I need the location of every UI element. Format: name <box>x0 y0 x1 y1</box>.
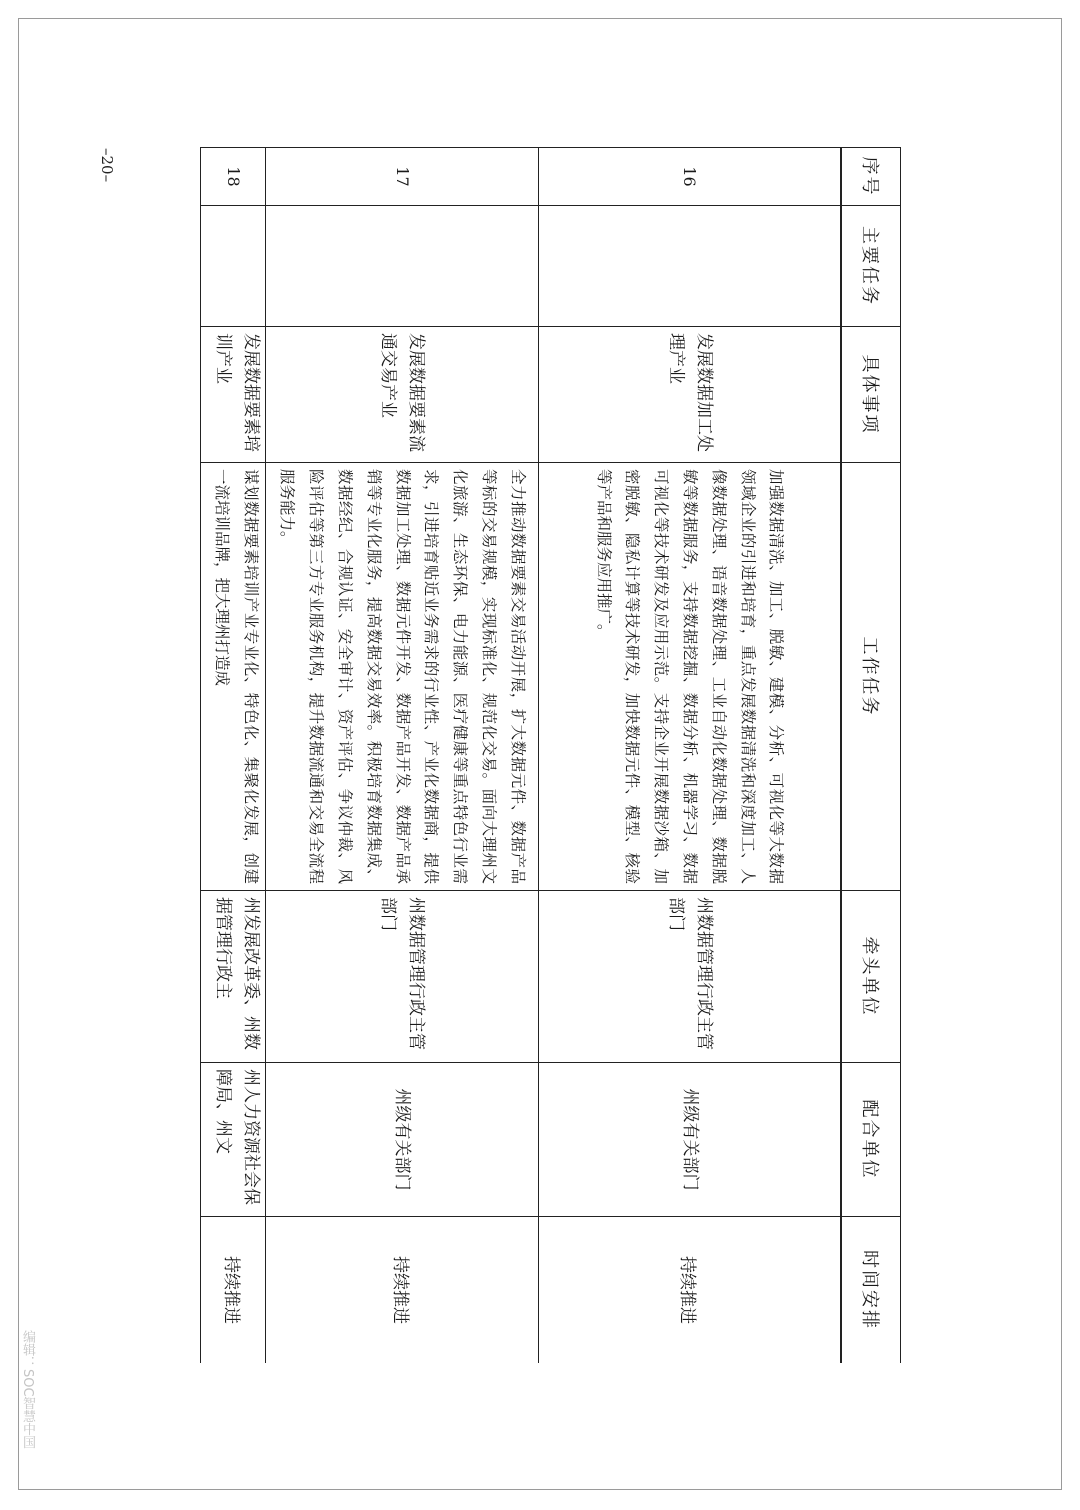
table-row <box>266 148 539 1364</box>
table-header-row <box>841 148 901 1364</box>
cell-seq: 17 <box>266 148 539 206</box>
cell-lead: 州发展改革委、州数据管理行政主 <box>201 891 266 1063</box>
cell-main-task <box>266 206 539 327</box>
cell-cooperate: 州级有关部门 <box>539 1063 841 1217</box>
cell-lead: 州数据管理行政主管部门 <box>266 891 539 1063</box>
table-row <box>539 148 841 1364</box>
header-main-task: 主要任务 <box>841 206 901 327</box>
cell-schedule: 持续推进 <box>266 1217 539 1364</box>
rotated-sheet <box>200 147 901 1363</box>
cell-item: 发展数据要素培训产业 <box>201 327 266 463</box>
cell-item: 发展数据加工处理产业 <box>539 327 841 463</box>
cell-seq: 16 <box>539 148 841 206</box>
cell-cooperate: 州级有关部门 <box>266 1063 539 1217</box>
task-table <box>200 147 901 1363</box>
cell-seq: 18 <box>201 148 266 206</box>
header-cooperate: 配合单位 <box>841 1063 901 1217</box>
cell-main-task <box>539 206 841 327</box>
cell-lead: 州数据管理行政主管部门 <box>539 891 841 1063</box>
cell-item: 发展数据要素流通交易产业 <box>266 327 539 463</box>
cell-work: 全力推动数据要素交易活动开展，扩大数据元件、数据产品等标的交易规模，实现标准化、规范化交易。面向大理州文化旅游、生态环保、电力能源、医疗健康等重点特色行业需求，引进培育贴近业务需求的行业性、产业化数据商，提供数据加工处理、数据元件开发、数据产品开发、数据产品承销等专业化服务，提高数据交易效率。积极培育数据集成、数据经纪、合规认证、安全审计、资产评估、争议仲裁、风险评估等第三方专业服务机构，提升数据流通和交易全流程服务能力。 <box>266 463 539 891</box>
header-schedule: 时间安排 <box>841 1217 901 1364</box>
cell-work: 谋划数据要素培训产业专业化、特色化、集聚化发展，创建一流培训品牌，把大理州打造成 <box>201 463 266 891</box>
cell-work: 加强数据清洗、加工、脱敏、建模、分析、可视化等大数据领域企业的引进和培育，重点发展数据清洗和深度加工、人像数据处理、语音数据处理、工业自动化数据处理、数据脱敏等数据服务，支持数据挖掘、数据分析、机器学习、数据可视化等技术研发及应用示范。支持企业开展数据沙箱、加密脱敏、隐私计算等技术研发，加快数据元件、模型、核验等产品和服务应用推广。 <box>539 463 841 891</box>
table-rotation-wrapper <box>200 147 901 1363</box>
header-seq: 序号 <box>841 148 901 206</box>
header-work: 工作任务 <box>841 463 901 891</box>
cell-cooperate: 州人力资源社会保障局、州文 <box>201 1063 266 1217</box>
header-item: 具体事项 <box>841 327 901 463</box>
cell-main-task <box>201 206 266 327</box>
watermark-text: 编辑：SOC智慧中国 <box>20 1330 35 1449</box>
table-row <box>201 148 266 1364</box>
cell-schedule: 持续推进 <box>201 1217 266 1364</box>
header-lead: 牵头单位 <box>841 891 901 1063</box>
page-number: –20– <box>98 148 116 183</box>
cell-schedule: 持续推进 <box>539 1217 841 1364</box>
